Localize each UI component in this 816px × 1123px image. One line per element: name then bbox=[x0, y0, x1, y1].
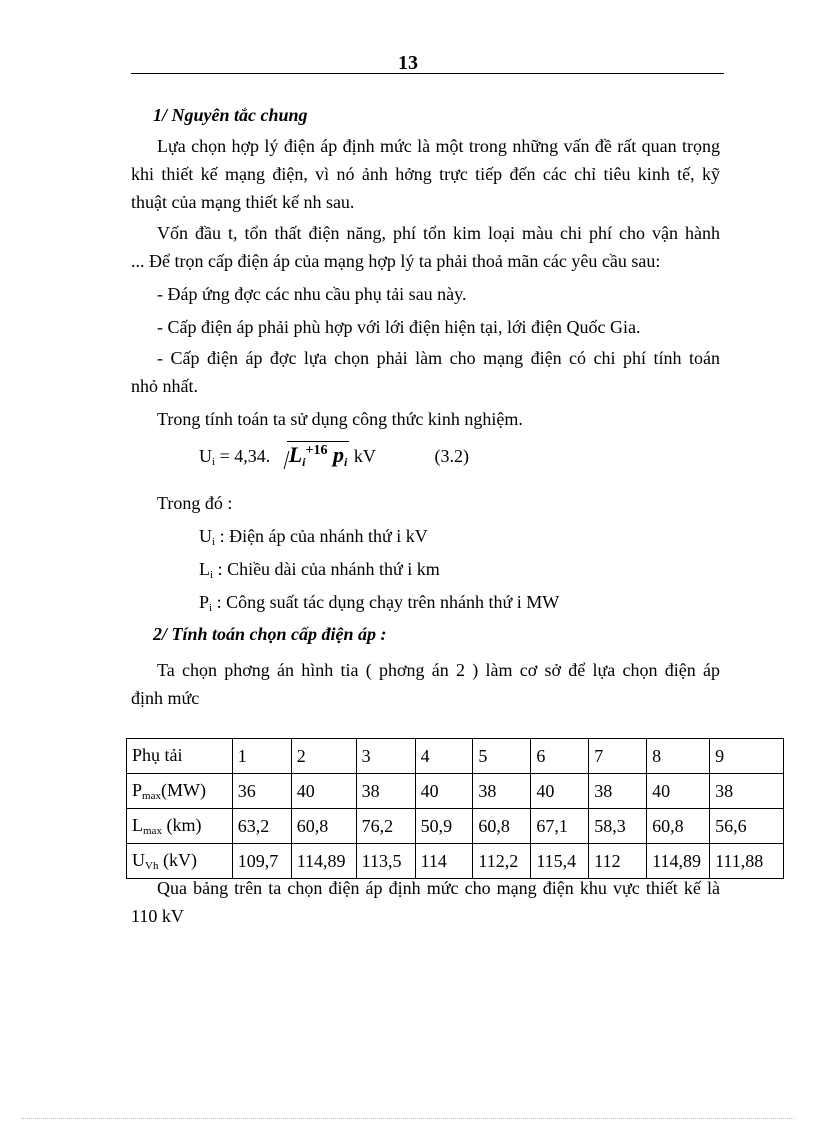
paragraph-line: ... Để trọn cấp điện áp của mạng hợp lý ta phải thoả mãn các yêu cầu sau: bbox=[131, 251, 661, 271]
page-number: 13 bbox=[398, 52, 418, 74]
table-cell: 3 bbox=[356, 739, 415, 774]
table-cell: 38 bbox=[589, 774, 647, 809]
table-cell: 114 bbox=[415, 844, 473, 879]
table-cell: 40 bbox=[531, 774, 589, 809]
row-label-unit: (MW) bbox=[160, 780, 206, 800]
definition-item bbox=[199, 591, 559, 619]
table-cell: 4 bbox=[415, 739, 473, 774]
table-cell: 38 bbox=[356, 774, 415, 809]
table-cell: 58,3 bbox=[589, 809, 647, 844]
def-symbol-sub: i bbox=[210, 569, 214, 581]
requirement-item: - Cấp điện áp phải phù hợp với lới điện hiện tại, lới điện Quốc Gia. bbox=[157, 317, 641, 337]
table-cell: 115,4 bbox=[531, 844, 589, 879]
table-cell: 7 bbox=[589, 739, 647, 774]
table-cell: 114,89 bbox=[291, 844, 356, 879]
requirement-item: - Cấp điện áp đợc lựa chọn phải làm cho mạng điện có chi phí tính toán bbox=[157, 348, 720, 368]
def-text: : Điện áp của nhánh thứ i kV bbox=[215, 526, 428, 546]
row-label-sub: Vh bbox=[145, 860, 159, 872]
header-rule bbox=[131, 73, 724, 74]
formula-p-sub: i bbox=[344, 455, 348, 469]
voltage-formula bbox=[199, 441, 469, 470]
def-symbol-sub: i bbox=[212, 536, 216, 548]
definition-item bbox=[199, 558, 440, 586]
def-symbol: P bbox=[199, 592, 210, 612]
table-cell: 111,88 bbox=[710, 844, 784, 879]
def-symbol-sub: i bbox=[209, 602, 213, 614]
def-text: : Công suất tác dụng chạy trên nhánh thứ i MW bbox=[212, 592, 560, 612]
radicand bbox=[287, 441, 350, 470]
table-row bbox=[127, 809, 784, 844]
table-cell: 60,8 bbox=[473, 809, 531, 844]
requirement-item: - Đáp ứng đợc các nhu cầu phụ tải sau này. bbox=[157, 284, 467, 304]
table-cell: 114,89 bbox=[647, 844, 710, 879]
table-cell: 8 bbox=[647, 739, 710, 774]
table-cell: 40 bbox=[415, 774, 473, 809]
row-label-sub: max bbox=[142, 790, 161, 802]
table-cell: 1 bbox=[232, 739, 291, 774]
row-label-symbol: Phụ tải bbox=[132, 745, 183, 765]
table-cell: 5 bbox=[473, 739, 531, 774]
row-label bbox=[127, 844, 233, 879]
formula-lhs-sub: i bbox=[212, 456, 216, 468]
formula-l-sub: i bbox=[302, 455, 306, 469]
table-cell: 36 bbox=[232, 774, 291, 809]
formula-intro: Trong tính toán ta sử dụng công thức kinh nghiệm. bbox=[157, 409, 523, 429]
table-cell: 2 bbox=[291, 739, 356, 774]
table-cell: 56,6 bbox=[710, 809, 784, 844]
row-label-sub: max bbox=[143, 825, 162, 837]
section-2-heading: 2/ Tính toán chọn cấp điện áp : bbox=[153, 624, 387, 644]
paragraph-line: thuật của mạng thiết kế nh sau. bbox=[131, 192, 355, 212]
formula-lhs: U bbox=[199, 446, 212, 466]
formula-p: p bbox=[333, 442, 344, 467]
conclusion-line: 110 kV bbox=[131, 906, 184, 926]
def-text: : Chiều dài của nhánh thứ i km bbox=[213, 559, 440, 579]
formula-plus-16: +16 bbox=[305, 443, 328, 458]
paragraph-line: Ta chọn phơng án hình tia ( phơng án 2 ) làm cơ sở để lựa chọn điện áp bbox=[157, 660, 720, 680]
table-cell: 50,9 bbox=[415, 809, 473, 844]
table-cell: 67,1 bbox=[531, 809, 589, 844]
row-label-symbol: P bbox=[132, 780, 143, 800]
table-cell: 40 bbox=[291, 774, 356, 809]
paragraph-line: Vốn đầu t, tổn thất điện năng, phí tổn kim loại màu chi phí cho vận hành bbox=[157, 223, 720, 243]
table-cell: 38 bbox=[710, 774, 784, 809]
row-label bbox=[127, 739, 233, 774]
table-cell: 76,2 bbox=[356, 809, 415, 844]
table-cell: 112,2 bbox=[473, 844, 531, 879]
paragraph-line: Lựa chọn hợp lý điện áp định mức là một trong những vấn đề rất quan trọng bbox=[157, 136, 720, 156]
section-1-heading: 1/ Nguyên tắc chung bbox=[153, 105, 308, 125]
table-row bbox=[127, 739, 784, 774]
table-cell: 38 bbox=[473, 774, 531, 809]
paragraph-line: định mức bbox=[131, 688, 200, 708]
table-cell: 112 bbox=[589, 844, 647, 879]
formula-coefficient: = 4,34. bbox=[215, 446, 271, 466]
table-cell: 113,5 bbox=[356, 844, 415, 879]
requirement-item: nhỏ nhất. bbox=[131, 376, 198, 396]
table-cell: 60,8 bbox=[291, 809, 356, 844]
table-cell: 9 bbox=[710, 739, 784, 774]
table-cell: 63,2 bbox=[232, 809, 291, 844]
definition-item bbox=[199, 525, 428, 553]
voltage-selection-table bbox=[126, 738, 784, 879]
page-bottom-border bbox=[22, 1118, 794, 1119]
row-label-symbol: U bbox=[132, 850, 145, 870]
table-cell: 6 bbox=[531, 739, 589, 774]
square-root bbox=[277, 441, 350, 470]
table-cell: 109,7 bbox=[232, 844, 291, 879]
where-label: Trong đó : bbox=[157, 493, 233, 513]
formula-number: (3.2) bbox=[434, 446, 470, 466]
paragraph-line: khi thiết kế mạng điện, vì nó ảnh hởng trực tiếp đến các chỉ tiêu kinh tế, kỹ bbox=[131, 164, 720, 184]
row-label-symbol: L bbox=[132, 815, 143, 835]
def-symbol: U bbox=[199, 526, 212, 546]
def-symbol: L bbox=[199, 559, 210, 579]
formula-unit: kV bbox=[353, 446, 376, 466]
row-label-unit: (kV) bbox=[158, 850, 197, 870]
table-cell: 60,8 bbox=[647, 809, 710, 844]
conclusion-line: Qua bảng trên ta chọn điện áp định mức cho mạng điện khu vực thiết kế là bbox=[157, 878, 720, 898]
row-label bbox=[127, 809, 233, 844]
row-label bbox=[127, 774, 233, 809]
table-row bbox=[127, 774, 784, 809]
table-row bbox=[127, 844, 784, 879]
table-cell: 40 bbox=[647, 774, 710, 809]
formula-l: L bbox=[288, 442, 303, 467]
row-label-unit: (km) bbox=[161, 815, 202, 835]
